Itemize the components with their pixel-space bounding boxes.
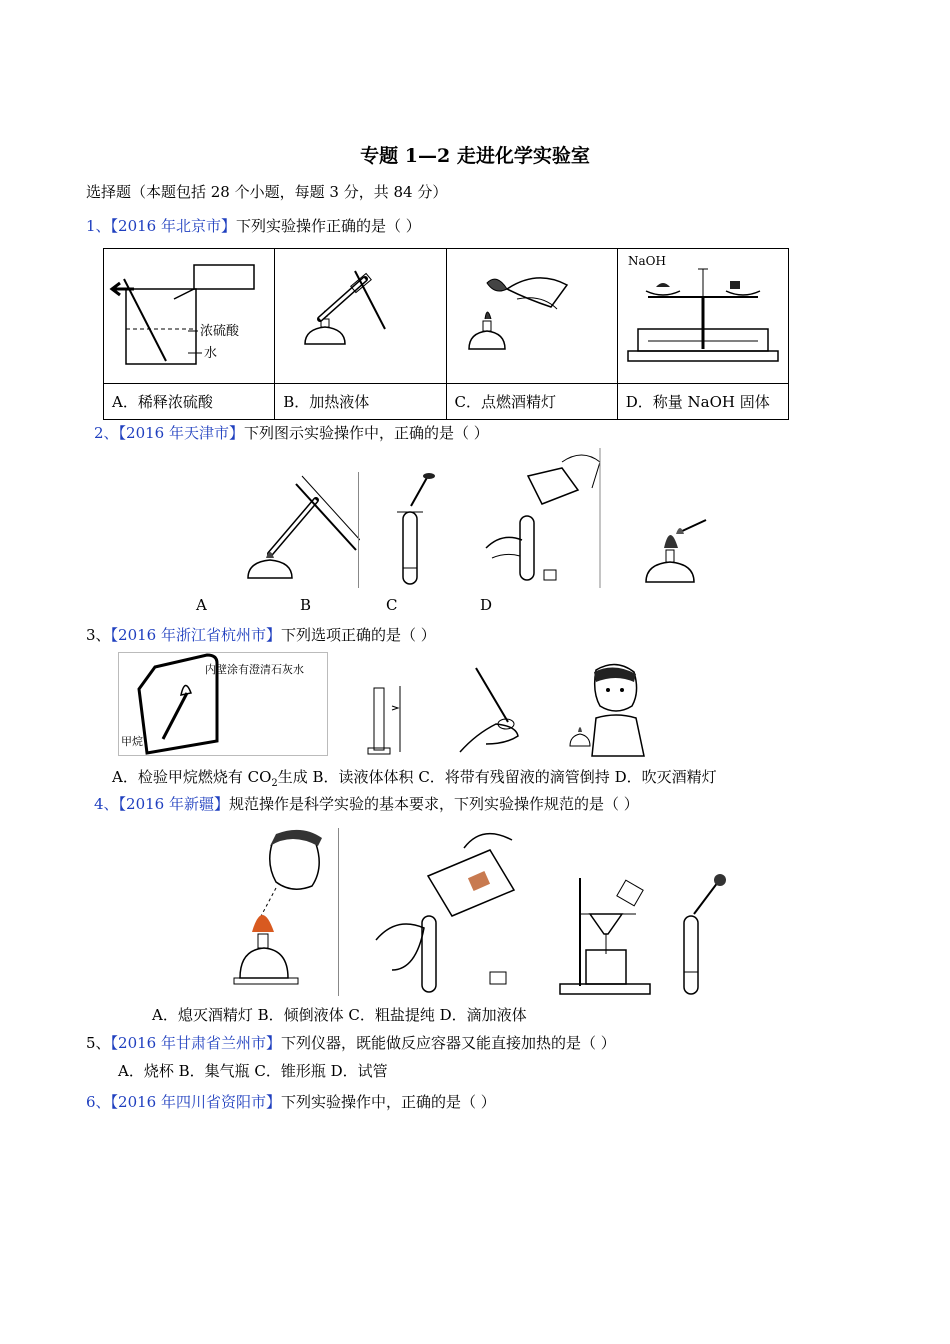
q4-options: A．熄灭酒精灯 B．倾倒液体 C．粗盐提纯 D．滴加液体 xyxy=(152,1006,527,1024)
q2-figure-d xyxy=(640,508,710,588)
question-5 xyxy=(86,1032,616,1053)
q1-figure-b xyxy=(275,249,446,384)
heating-liquid-figure xyxy=(275,249,443,383)
question-source: 【2016 年甘肃省兰州市】 xyxy=(110,1034,281,1052)
weighing-naoh-figure xyxy=(618,249,786,383)
question-stem: 下列实验操作中，正确的是（ ） xyxy=(281,1093,496,1111)
question-6 xyxy=(86,1091,496,1112)
svg-text:浓硫酸: 浓硫酸 xyxy=(200,324,240,339)
q2-figure-b xyxy=(358,472,441,588)
question-number: 4、 xyxy=(94,795,119,813)
q3-figure-d xyxy=(566,662,656,758)
question-stem: 下列图示实验操作中，正确的是（ ） xyxy=(244,424,489,442)
q1-figure-d xyxy=(617,249,788,384)
question-source: 【2016 年四川省资阳市】 xyxy=(110,1093,281,1111)
page-title: 专题 1—2 走进化学实验室 xyxy=(360,145,590,167)
q2-letter-c: C xyxy=(386,596,398,614)
question-2 xyxy=(94,422,489,443)
question-stem: 下列选项正确的是（ ） xyxy=(281,626,436,644)
question-number: 3、 xyxy=(86,626,111,644)
question-number: 5、 xyxy=(86,1034,111,1052)
q1-figure-c xyxy=(446,249,617,384)
lighting-alcohol-lamp-figure xyxy=(447,249,615,383)
question-source: 【2016 年北京市】 xyxy=(110,217,236,235)
q2-letter-b: B xyxy=(300,596,312,614)
question-stem: 规范操作是科学实验的基本要求，下列实验操作规范的是（ ） xyxy=(229,795,639,813)
svg-text:水: 水 xyxy=(204,346,218,361)
q4-figure-c xyxy=(556,874,656,998)
question-4 xyxy=(94,793,639,814)
question-number: 2、 xyxy=(94,424,119,442)
q4-figure-d xyxy=(676,872,730,998)
q1-option-d: D．称量 NaOH 固体 xyxy=(617,384,788,420)
q1-figure-a xyxy=(104,249,275,384)
q5-options: A．烧杯 B．集气瓶 C．锥形瓶 D．试管 xyxy=(118,1062,388,1080)
q1-options-table xyxy=(103,248,789,420)
section-intro: 选择题（本题包括 28 个小题，每题 3 分，共 84 分） xyxy=(86,183,448,201)
q2-letter-a: A xyxy=(196,596,207,614)
q2-letter-d: D xyxy=(480,596,493,614)
question-3 xyxy=(86,624,436,645)
svg-text:NaOH: NaOH xyxy=(627,254,666,268)
question-number: 6、 xyxy=(86,1093,111,1111)
svg-text:甲烷: 甲烷 xyxy=(121,735,143,748)
question-number: 1、 xyxy=(86,217,111,235)
q2-figure-a xyxy=(244,470,360,588)
question-stem: 下列仪器，既能做反应容器又能直接加热的是（ ） xyxy=(281,1034,616,1052)
dilute-sulfuric-acid-figure xyxy=(104,249,272,383)
q2-figure-c xyxy=(482,448,602,588)
q1-option-b: B．加热液体 xyxy=(275,384,446,420)
q3-options: A．检验甲烷燃烧有 $CO_2$生成 B．读液体体积 C．将带有残留液的滴管倒持 D．吹灭酒精灯 xyxy=(112,768,717,789)
q3-figure-c xyxy=(456,664,524,756)
question-1 xyxy=(86,215,421,236)
question-source: 【2016 年天津市】 xyxy=(118,424,244,442)
svg-text:内壁涂有澄清石灰水: 内壁涂有澄清石灰水 xyxy=(205,663,304,676)
q3-figure-a xyxy=(118,652,328,756)
question-source: 【2016 年新疆】 xyxy=(118,795,229,813)
q1-option-a: A．稀释浓硫酸 xyxy=(104,384,275,420)
q3-figure-b xyxy=(366,686,406,756)
q4-figure-a xyxy=(232,828,339,996)
question-stem: 下列实验操作正确的是（ ） xyxy=(236,217,421,235)
q1-option-c: C．点燃酒精灯 xyxy=(446,384,617,420)
question-source: 【2016 年浙江省杭州市】 xyxy=(110,626,281,644)
q4-figure-b xyxy=(372,820,522,998)
